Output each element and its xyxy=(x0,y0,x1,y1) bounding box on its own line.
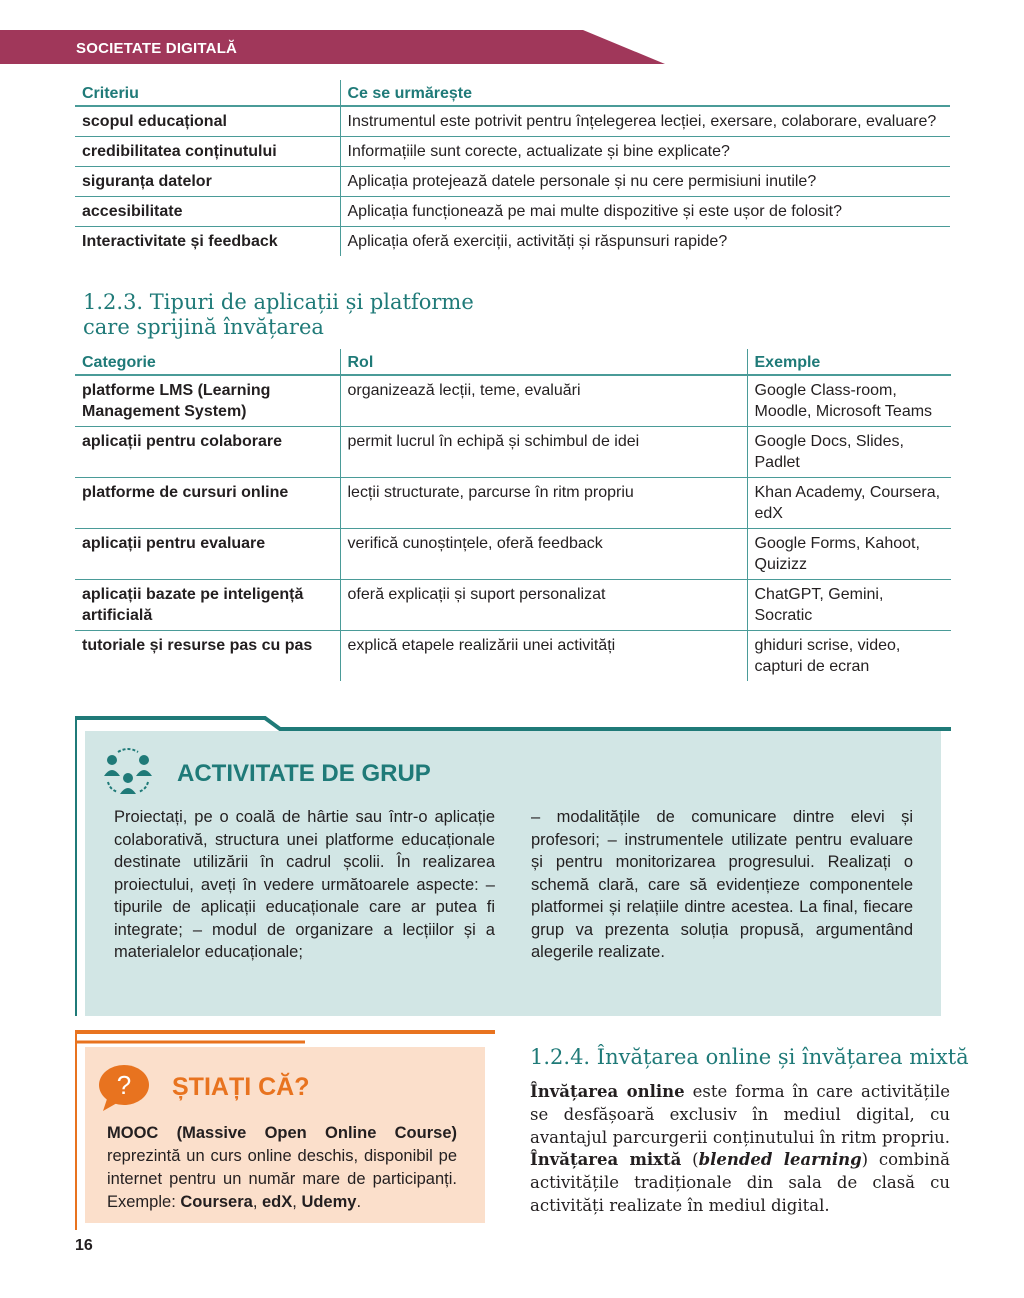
examples-cell: Google Forms, Kahoot, Quizizz xyxy=(747,529,951,580)
role-cell: permit lucrul în echipă și schimbul de idei xyxy=(340,427,747,478)
table-header-row xyxy=(75,349,951,375)
column-header: Exemple xyxy=(747,349,951,375)
blended-learning-definition: ) combină activitățile tradiționale din sala de clasă cu activități realizate în mediul digital. xyxy=(530,1150,950,1215)
table-row xyxy=(75,427,951,478)
criterion-cell: siguranța datelor xyxy=(75,167,340,197)
chapter-title: SOCIETATE DIGITALĂ xyxy=(76,40,238,57)
table-row xyxy=(75,580,951,631)
role-cell: organizează lecții, teme, evaluări xyxy=(340,375,747,427)
criterion-description: Aplicația protejează datele personale și nu cere permisiuni inutile? xyxy=(340,167,950,197)
page-number: 16 xyxy=(75,1237,93,1254)
column-header: Rol xyxy=(340,349,747,375)
role-cell: lecții structurate, parcurse în ritm propriu xyxy=(340,478,747,529)
category-cell: platforme LMS (Learning Management System) xyxy=(75,375,340,427)
paren-open: ( xyxy=(681,1150,699,1170)
table-row xyxy=(75,478,951,529)
role-cell: oferă explicații și suport personalizat xyxy=(340,580,747,631)
section-heading: 1.2.3. Tipuri de aplicații și platforme care sprijină învățarea xyxy=(83,290,474,339)
category-cell: aplicații pentru colaborare xyxy=(75,427,340,478)
category-cell: aplicații bazate pe inteligență artificială xyxy=(75,580,340,631)
table-row xyxy=(75,227,950,257)
criterion-cell: Interactivitate și feedback xyxy=(82,233,278,250)
table-row xyxy=(75,529,951,580)
criterion-cell: scopul educațional xyxy=(75,106,340,137)
criterion-cell: accesibilitate xyxy=(75,197,340,227)
section-heading: 1.2.4. Învățarea online și învățarea mixtă xyxy=(530,1045,969,1069)
category-cell: aplicații pentru evaluare xyxy=(75,529,340,580)
examples-cell: ghiduri scrise, video, capturi de ecran xyxy=(747,631,951,682)
table-row xyxy=(75,375,951,427)
column-header: Categorie xyxy=(75,349,340,375)
chapter-banner xyxy=(0,30,665,64)
example-edx: edX xyxy=(262,1193,293,1211)
criterion-description: Aplicația oferă exerciții, activități și răspunsuri rapide? xyxy=(340,227,950,257)
role-cell: verifică cunoștințele, oferă feedback xyxy=(340,529,747,580)
column-header: Criteriu xyxy=(75,80,340,106)
example-coursera: Coursera xyxy=(180,1193,253,1211)
group-activity-title: ACTIVITATE DE GRUP xyxy=(177,760,431,787)
table-row xyxy=(75,167,950,197)
question-bubble-icon xyxy=(97,1063,151,1113)
apps-table xyxy=(75,349,951,681)
group-activity-text-right: – modalitățile de comunicare dintre elevi și profesori; – instrumentele utilizate pentru evaluare și pentru monitorizarea progresului. Realizați o schemă clară, care să evidențieze componentele platformei și relațiile dintre acestea. La final, fiecare grup va prezenta soluția propusă, argumentând alegerile realizate. xyxy=(531,808,913,961)
group-activity-text-left: Proiectați, pe o coală de hârtie sau într-o aplicație colaborativă, structura unei platforme educaționale destinate utilizării în cadrul școlii. În realizarea proiectului, aveți în vedere următoarele aspecte: – tipurile de aplicații educaționale care ar putea fi integrate; – modul de organizare a lecțiilor și a materialelor educaționale; xyxy=(114,808,495,961)
column-header: Ce se urmărește xyxy=(340,80,950,106)
mooc-description: reprezintă un curs online deschis, disponibil pe internet pentru un număr mare de participanți. Exemple: xyxy=(107,1147,457,1211)
example-udemy: Udemy xyxy=(301,1193,357,1211)
did-you-know-text: MOOC (Massive Open Online Course) reprezintă un curs online deschis, disponibil pe internet pentru un număr mare de participanți. Exemple: Coursera, edX, Udemy. xyxy=(107,1124,457,1211)
mooc-term: MOOC (Massive Open Online Course) xyxy=(107,1124,457,1142)
criterion-cell: credibilitatea conținutului xyxy=(75,137,340,167)
svg-text:?: ? xyxy=(116,1070,132,1100)
examples-cell: Google Class-room, Moodle, Microsoft Teams xyxy=(747,375,951,427)
online-learning-term: Învățarea online xyxy=(530,1082,685,1101)
table-row xyxy=(75,197,950,227)
group-people-icon xyxy=(102,748,154,796)
role-cell: explică etapele realizării unei activități xyxy=(340,631,747,682)
table-row xyxy=(75,137,950,167)
category-cell: tutoriale și resurse pas cu pas xyxy=(82,637,313,654)
table-row xyxy=(75,631,951,682)
criterion-description: Instrumentul este potrivit pentru înțelegerea lecției, exersare, colaborare, evaluare? xyxy=(340,106,950,137)
criterion-description: Informațiile sunt corecte, actualizate și bine explicate? xyxy=(340,137,950,167)
category-cell: platforme de cursuri online xyxy=(75,478,340,529)
blended-learning-english: blended learning xyxy=(698,1150,862,1170)
examples-cell: Khan Academy, Coursera, edX xyxy=(747,478,951,529)
criterion-description: Aplicația funcționează pe mai multe dispozitive și este ușor de folosit? xyxy=(340,197,950,227)
table-header-row xyxy=(75,80,950,106)
examples-cell: ChatGPT, Gemini, Socratic xyxy=(747,580,951,631)
examples-cell: Google Docs, Slides, Padlet xyxy=(747,427,951,478)
online-learning-definition: este forma în care activitățile se desfășoară exclusiv în mediul digital, cu avantajul parcurgerii conținutului în ritm propriu. xyxy=(530,1082,950,1147)
online-learning-paragraph xyxy=(530,1081,950,1218)
table-row xyxy=(75,106,950,137)
did-you-know-title: ȘTIAȚI CĂ? xyxy=(172,1073,310,1101)
criteria-table xyxy=(75,80,950,256)
blended-learning-term: Învățarea mixtă xyxy=(530,1150,682,1170)
